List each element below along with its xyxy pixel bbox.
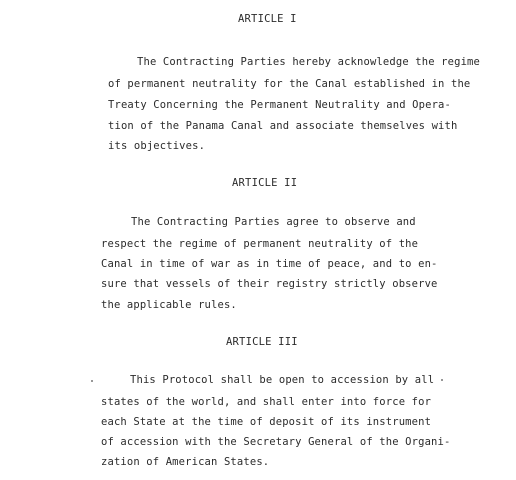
article-1-line-2: of permanent neutrality for the Canal established in the <box>108 78 471 90</box>
article-3-line-1: This Protocol shall be open to accession by all <box>130 374 435 386</box>
article-3-line-2: states of the world, and shall enter into force for <box>101 396 432 408</box>
article-2-line-3: Canal in time of war as in time of peace, and to en- <box>101 258 438 270</box>
article-1-line-3: Treaty Concerning the Permanent Neutrality and Opera- <box>108 99 451 111</box>
article-1-line-1: The Contracting Parties hereby acknowledge the regime <box>137 56 480 68</box>
article-3-heading: ARTICLE III <box>226 336 298 348</box>
article-2-line-1: The Contracting Parties agree to observe and <box>131 216 416 228</box>
article-2-line-2: respect the regime of permanent neutrality of the <box>101 238 419 250</box>
article-1-line-4: tion of the Panama Canal and associate themselves with <box>108 120 458 132</box>
article-2-line-5: the applicable rules. <box>101 299 237 311</box>
article-1-line-5: its objectives. <box>108 140 206 152</box>
article-3-line-5: zation of American States. <box>101 456 270 468</box>
article-2-heading: ARTICLE II <box>232 177 298 189</box>
article-2-line-4: sure that vessels of their registry strictly observe <box>101 278 438 290</box>
article-3-line-4: of accession with the Secretary General of the Organi- <box>101 436 451 448</box>
article-1-heading: ARTICLE I <box>238 13 297 25</box>
scan-speck <box>91 380 93 382</box>
article-3-line-3: each State at the time of deposit of its instrument <box>101 416 432 428</box>
scan-speck <box>441 379 443 381</box>
